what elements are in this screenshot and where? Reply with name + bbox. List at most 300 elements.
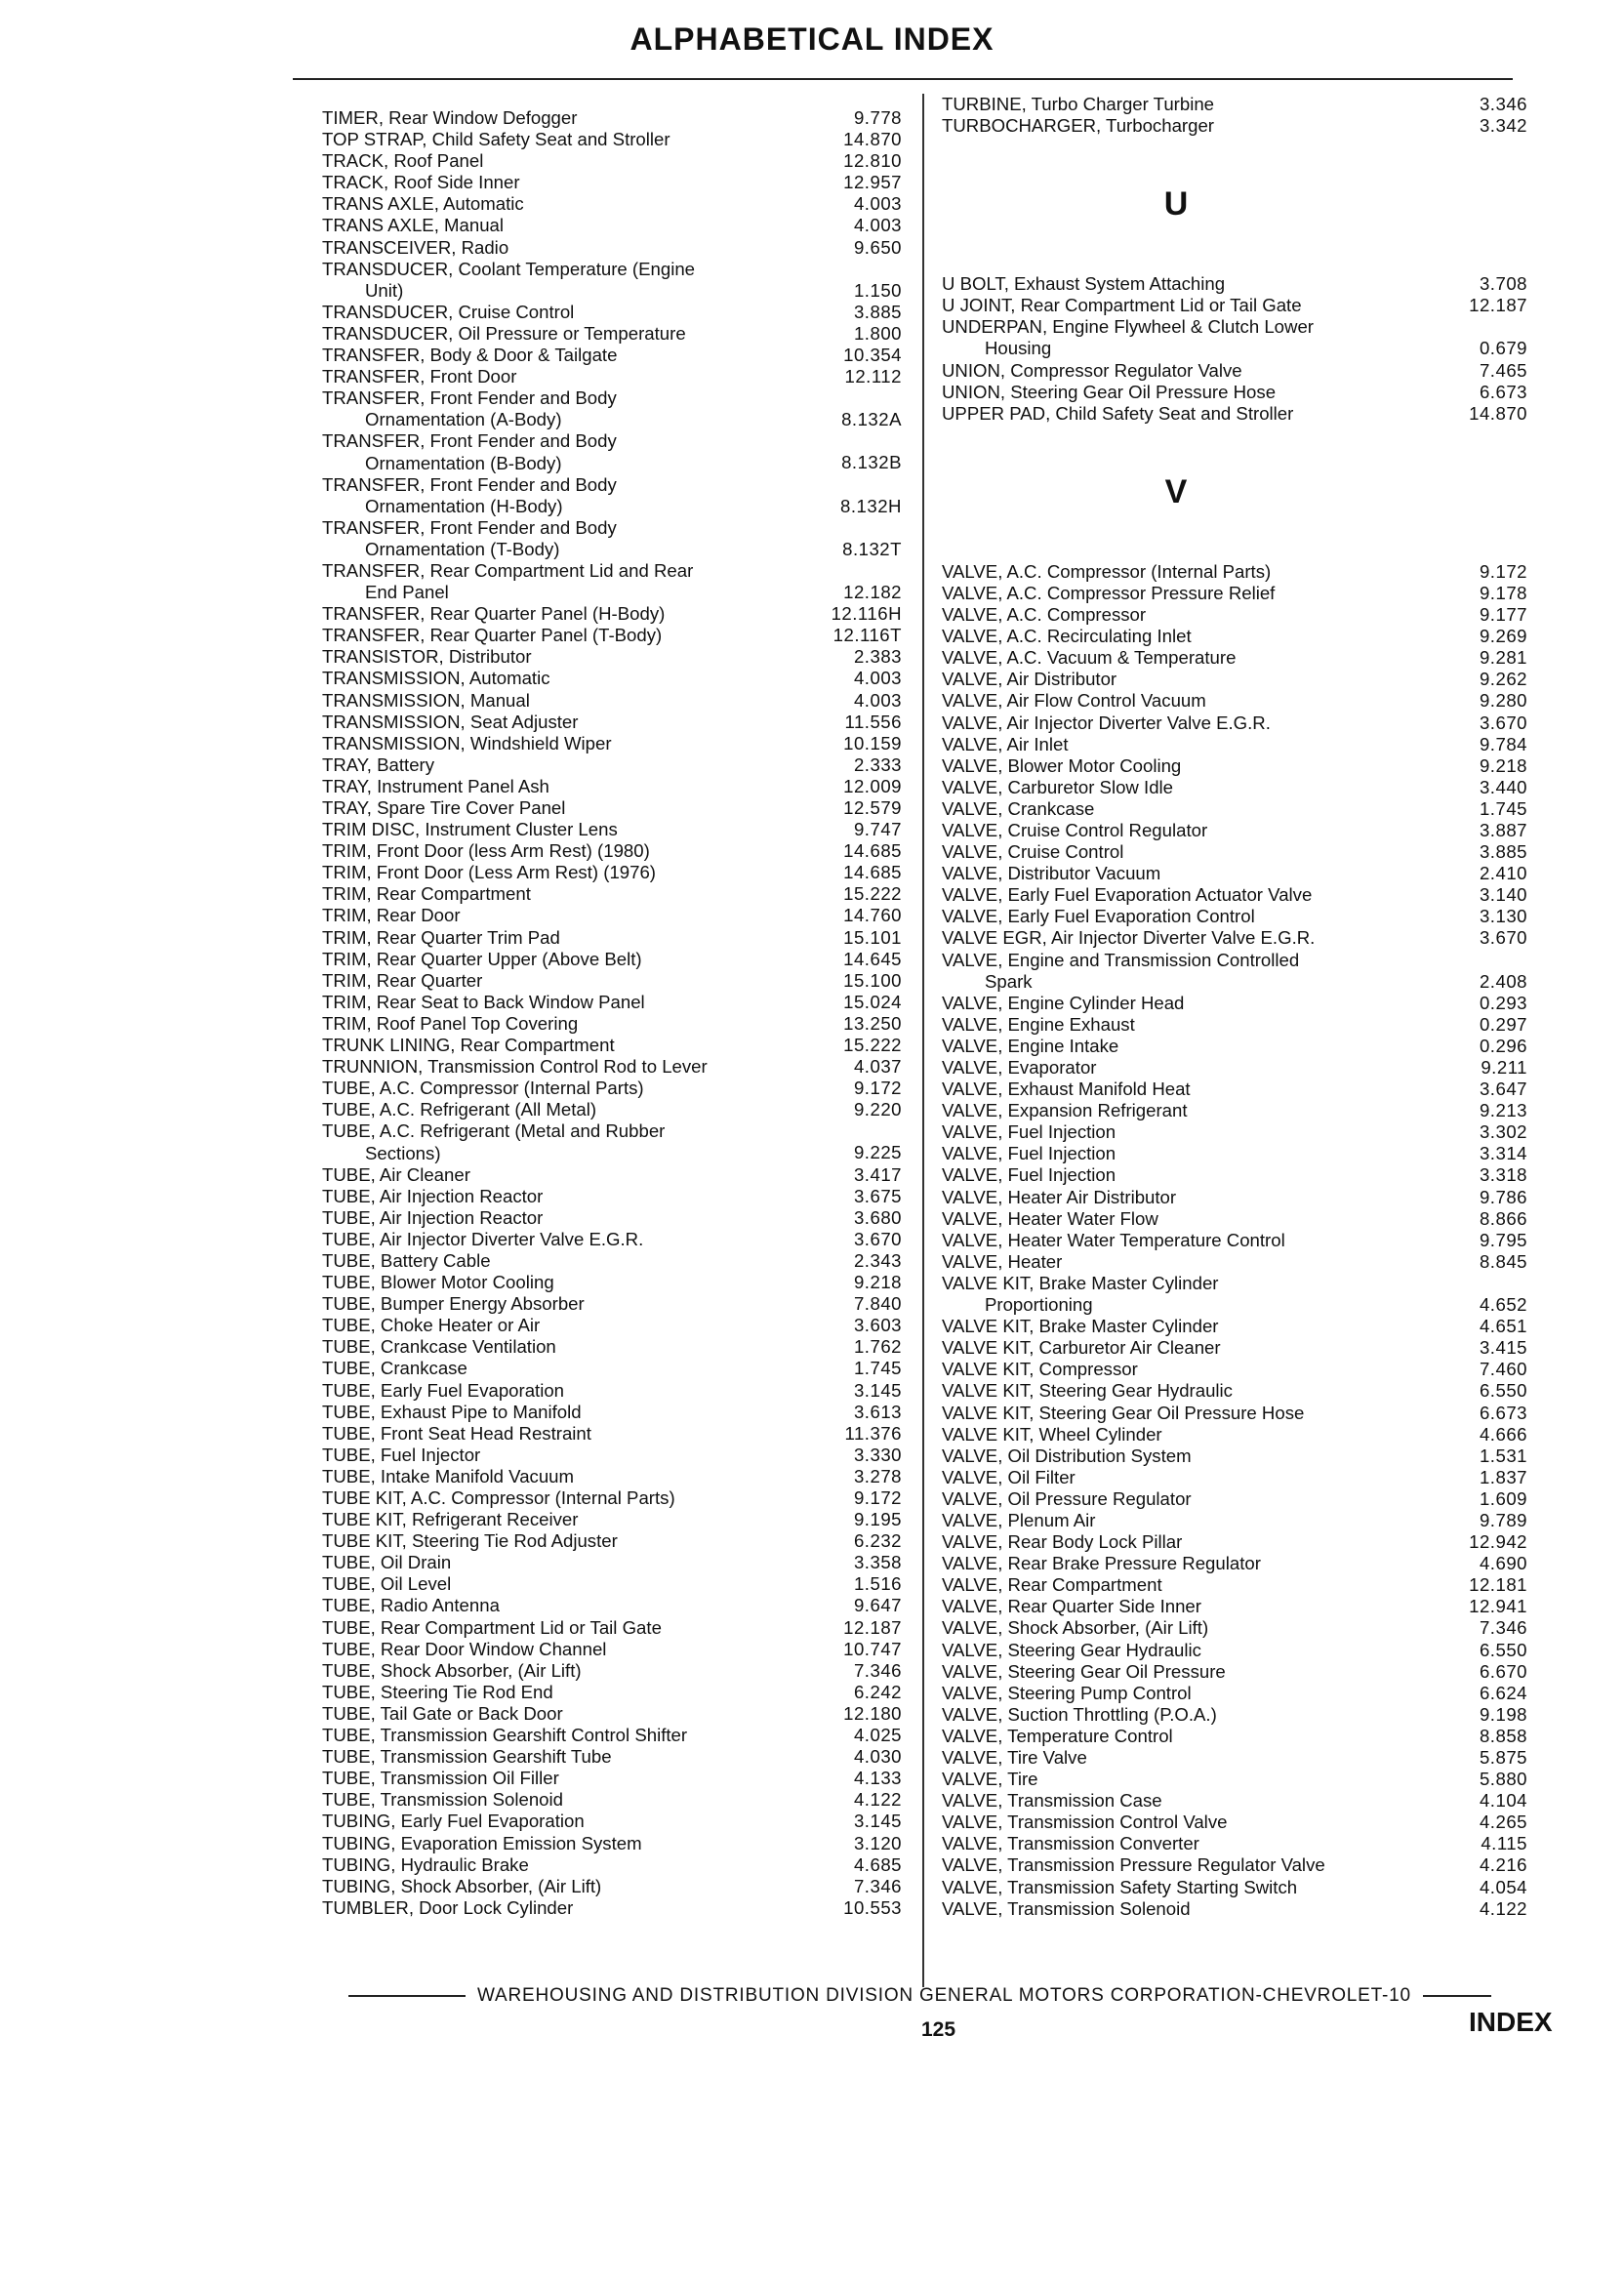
entry-label: VALVE, Air Flow Control Vacuum: [942, 690, 1206, 712]
entry-text: [942, 1574, 1410, 1596]
entry-text: [942, 1403, 1410, 1424]
index-entry: [322, 1487, 903, 1509]
entry-text: [322, 1573, 812, 1595]
entry-label: VALVE, Cruise Control Regulator: [942, 819, 1208, 840]
entry-text: [322, 1595, 812, 1616]
entry-text: [322, 1336, 812, 1358]
index-entry: [942, 1704, 1527, 1726]
entry-label: VALVE EGR, Air Injector Diverter Valve E.G.R.: [942, 927, 1316, 949]
entry-page: 14.870: [843, 129, 902, 150]
entry-label: VALVE, Rear Brake Pressure Regulator: [942, 1553, 1261, 1574]
entry-text: [322, 1293, 812, 1315]
entry-page: 9.172: [853, 1487, 902, 1508]
entry-page: 11.376: [844, 1422, 902, 1444]
index-entry: [322, 1229, 903, 1250]
entry-label: TUBE, Radio Antenna: [322, 1595, 500, 1616]
entry-label: TRANSFER, Front Door: [322, 366, 517, 387]
index-entry: [942, 1445, 1527, 1467]
entry-page: 6.624: [1479, 1682, 1527, 1703]
entry-text: [322, 690, 812, 712]
entry-text: [322, 1530, 812, 1552]
entry-page: 12.187: [1469, 295, 1527, 316]
index-entry: [322, 668, 903, 689]
index-entry: [322, 430, 903, 473]
footer-rule-left: [348, 1995, 466, 1997]
entry-page: 9.647: [853, 1595, 902, 1616]
entry-page: 10.747: [843, 1638, 902, 1659]
entry-page: 14.760: [843, 905, 902, 926]
index-entry: [322, 1746, 903, 1768]
entry-text: [322, 1833, 812, 1854]
entry-label: VALVE, Fuel Injection: [942, 1143, 1116, 1164]
entry-text: [942, 1143, 1410, 1164]
entry-text: [322, 1164, 812, 1186]
entry-text: [942, 1057, 1410, 1079]
index-entry: [322, 517, 903, 560]
entry-label-continued: Sections): [365, 1142, 441, 1163]
entry-text: [322, 1380, 812, 1402]
index-entry: [322, 1530, 903, 1552]
entry-text: [942, 755, 1410, 777]
entry-text: [942, 1488, 1410, 1510]
entry-text: [322, 1250, 812, 1272]
entry-label: TUBE, Rear Door Window Channel: [322, 1638, 607, 1659]
entry-label: VALVE, Carburetor Slow Idle: [942, 776, 1174, 797]
entry-label-continued: Unit): [365, 279, 404, 301]
entry-text: [942, 1812, 1410, 1833]
index-entry: [322, 1402, 903, 1423]
entry-page: 9.269: [1479, 626, 1527, 647]
index-entry: [322, 323, 903, 345]
index-entry: [322, 797, 903, 819]
index-entry: [322, 862, 903, 883]
index-entry: [322, 1120, 903, 1163]
entry-page: 3.278: [853, 1465, 902, 1486]
entry-text: [322, 1056, 812, 1078]
entry-label: TRANSFER, Rear Quarter Panel (H-Body): [322, 603, 666, 625]
entry-page: 15.100: [843, 969, 902, 991]
entry-page: 3.145: [853, 1379, 902, 1401]
entry-label: VALVE, A.C. Compressor (Internal Parts): [942, 560, 1272, 582]
entry-page: 3.887: [1479, 819, 1527, 840]
entry-label: VALVE, Transmission Converter: [942, 1833, 1199, 1854]
entry-page: 10.354: [843, 345, 902, 366]
entry-label: TUBE, Crankcase Ventilation: [322, 1336, 556, 1358]
entry-text: [322, 862, 812, 883]
letter-heading-v: V: [1164, 472, 1188, 510]
entry-page: 1.762: [853, 1336, 902, 1358]
index-entry: [942, 1510, 1527, 1531]
entry-text: [942, 1596, 1410, 1617]
entry-page: 7.460: [1479, 1359, 1527, 1380]
entry-text: [942, 863, 1410, 884]
entry-label: TUBE, A.C. Refrigerant (Metal and Rubber: [322, 1120, 666, 1142]
entry-text: [942, 1208, 1410, 1230]
index-entry: [942, 647, 1527, 669]
entry-label: VALVE, Tire: [942, 1769, 1038, 1790]
entry-label: TRANSFER, Front Fender and Body: [322, 516, 617, 538]
entry-label: TRIM, Rear Compartment: [322, 883, 531, 905]
entry-label: TUBE, Air Injection Reactor: [322, 1185, 544, 1206]
index-entry: [942, 884, 1527, 906]
entry-label: TUBE KIT, Refrigerant Receiver: [322, 1509, 579, 1530]
left-column: [322, 107, 903, 1919]
entry-label: VALVE, Expansion Refrigerant: [942, 1100, 1188, 1121]
entry-page: 4.003: [853, 668, 902, 689]
entry-label: VALVE, Tire Valve: [942, 1747, 1087, 1768]
entry-label: TRANSCEIVER, Radio: [322, 236, 509, 258]
entry-text: [322, 712, 812, 733]
index-entry: [942, 712, 1527, 734]
entry-page: 8.132H: [840, 495, 902, 516]
entry-page: 12.112: [844, 366, 902, 387]
index-entry: [942, 1726, 1527, 1747]
entry-text: [942, 647, 1410, 669]
index-entry: [322, 603, 903, 625]
entry-page: 3.346: [1479, 94, 1527, 114]
entry-text: [942, 1769, 1410, 1790]
entry-text: [322, 646, 812, 668]
entry-label: UNION, Compressor Regulator Valve: [942, 359, 1242, 381]
entry-text: [942, 1445, 1410, 1467]
entry-text: [942, 669, 1410, 690]
entry-text: [322, 1725, 812, 1746]
index-entry: [322, 1466, 903, 1487]
index-entry: [322, 1573, 903, 1595]
entry-page: 0.679: [1479, 338, 1527, 359]
entry-page: 3.342: [1479, 115, 1527, 137]
entry-label: VALVE, Heater Water Temperature Control: [942, 1229, 1285, 1250]
entry-label: VALVE, Crankcase: [942, 797, 1095, 819]
index-entry: [322, 927, 903, 949]
index-entry: [322, 1682, 903, 1703]
entry-text: [322, 905, 812, 926]
entry-text: [942, 1661, 1410, 1683]
entry-text: [942, 712, 1410, 734]
index-entry: [322, 1789, 903, 1811]
index-entry: [942, 1424, 1527, 1445]
entry-page: 14.870: [1469, 402, 1527, 424]
entry-page: 9.262: [1479, 669, 1527, 690]
index-entry: [322, 1768, 903, 1789]
index-entry: [322, 345, 903, 366]
entry-label: TUBE KIT, Steering Tie Rod Adjuster: [322, 1530, 618, 1552]
index-entry: [942, 273, 1527, 295]
entry-label: TRAY, Spare Tire Cover Panel: [322, 797, 566, 818]
index-entry: [322, 1854, 903, 1876]
entry-label: TRANSDUCER, Coolant Temperature (Engine: [322, 258, 696, 279]
entry-text: [942, 1014, 1410, 1036]
index-entry: [942, 403, 1527, 425]
entry-text: [942, 1121, 1410, 1143]
entry-label: VALVE, Rear Compartment: [942, 1574, 1162, 1596]
entry-label: VALVE, Exhaust Manifold Heat: [942, 1079, 1191, 1100]
entry-text: [322, 1186, 812, 1207]
entry-text: [322, 1789, 812, 1811]
index-entry: [322, 1186, 903, 1207]
entry-page: 9.172: [853, 1078, 902, 1099]
entry-label: VALVE KIT, Steering Gear Hydraulic: [942, 1380, 1233, 1402]
entry-label: TUBE, Fuel Injector: [322, 1444, 481, 1465]
entry-page: 3.675: [853, 1185, 902, 1206]
entry-text: [942, 950, 1410, 993]
entry-page: 8.132A: [841, 409, 902, 430]
entry-page: 9.778: [853, 107, 902, 128]
entry-label: VALVE, Heater Water Flow: [942, 1207, 1158, 1229]
entry-label: TUBING, Early Fuel Evaporation: [322, 1811, 585, 1832]
index-entry: [322, 1035, 903, 1056]
index-entry: [942, 798, 1527, 820]
entry-label: UNDERPAN, Engine Flywheel & Clutch Lower: [942, 316, 1314, 338]
entry-page: 3.145: [853, 1811, 902, 1832]
entry-label: TRANSMISSION, Seat Adjuster: [322, 711, 579, 732]
index-entry: [942, 1273, 1527, 1316]
entry-text: [322, 603, 812, 625]
entry-label: TRIM, Front Door (Less Arm Rest) (1976): [322, 862, 656, 883]
entry-label: TRACK, Roof Side Inner: [322, 172, 520, 193]
entry-text: [322, 1272, 812, 1293]
entry-label: TRIM, Rear Quarter Upper (Above Belt): [322, 948, 642, 969]
index-entry: [942, 1574, 1527, 1596]
index-entry: [942, 1531, 1527, 1553]
entry-label: TUBE, Front Seat Head Restraint: [322, 1422, 591, 1444]
index-entry: [942, 1036, 1527, 1057]
entry-label: VALVE KIT, Carburetor Air Cleaner: [942, 1337, 1221, 1359]
index-entry: [322, 905, 903, 926]
entry-page: 9.650: [853, 236, 902, 258]
index-entry: [322, 1509, 903, 1530]
entry-text: [942, 583, 1410, 604]
entry-label: TRANSFER, Rear Compartment Lid and Rear: [322, 559, 694, 581]
entry-page: 15.101: [843, 926, 902, 948]
entry-page: 1.745: [853, 1358, 902, 1379]
entry-label: TUBE, Oil Drain: [322, 1552, 452, 1573]
entry-page: 12.009: [843, 775, 902, 796]
index-entry: [322, 1833, 903, 1854]
entry-text: [322, 560, 812, 603]
entry-text: [942, 1898, 1410, 1920]
entry-label: TRANSMISSION, Automatic: [322, 668, 550, 689]
entry-page: 8.845: [1479, 1250, 1527, 1272]
entry-page: 8.858: [1479, 1725, 1527, 1746]
entry-label: TRANSDUCER, Oil Pressure or Temperature: [322, 322, 686, 344]
entry-page: 0.297: [1479, 1013, 1527, 1035]
index-entry: [322, 840, 903, 862]
entry-page: 3.708: [1479, 273, 1527, 295]
entry-page: 1.609: [1479, 1487, 1527, 1509]
index-entry: [942, 360, 1527, 382]
entry-label: TRANSFER, Front Fender and Body: [322, 430, 617, 452]
entry-page: 11.556: [844, 711, 902, 732]
entry-text: [942, 927, 1410, 949]
entry-label: TUBE, Air Injector Diverter Valve E.G.R.: [322, 1228, 644, 1249]
entry-label: VALVE, Steering Gear Hydraulic: [942, 1639, 1201, 1660]
entry-label: VALVE, Suction Throttling (P.O.A.): [942, 1703, 1217, 1725]
index-entry: [942, 1079, 1527, 1100]
entry-label: TRANSFER, Front Fender and Body: [322, 387, 617, 409]
entry-label: VALVE, Transmission Solenoid: [942, 1897, 1191, 1919]
index-entry: [322, 1293, 903, 1315]
entry-page: 12.957: [843, 172, 902, 193]
index-entry: [322, 776, 903, 797]
entry-label: TUBE, Air Injection Reactor: [322, 1206, 544, 1228]
entry-text: [322, 215, 812, 236]
entry-text: [942, 604, 1410, 626]
index-entry: [942, 1854, 1527, 1876]
entry-page: 3.670: [1479, 927, 1527, 949]
index-entry: [942, 1683, 1527, 1704]
entry-page: 6.673: [1479, 381, 1527, 402]
entry-text: [322, 1402, 812, 1423]
entry-label: VALVE, Heater: [942, 1250, 1063, 1272]
entry-text: [322, 1207, 812, 1229]
entry-label: TUBING, Hydraulic Brake: [322, 1853, 529, 1875]
entry-text: [942, 1877, 1410, 1898]
entry-label-continued: Housing: [985, 338, 1052, 359]
index-entry: [942, 626, 1527, 647]
entry-text: [322, 323, 812, 345]
index-entry: [322, 107, 903, 129]
entry-label: TUBE, Oil Level: [322, 1573, 452, 1595]
index-entry: [942, 1230, 1527, 1251]
entry-text: [322, 474, 812, 517]
entry-text: [322, 776, 812, 797]
entry-text: [942, 1617, 1410, 1639]
index-entry: [322, 883, 903, 905]
entry-label: TIMER, Rear Window Defogger: [322, 107, 578, 128]
entry-text: [942, 734, 1410, 755]
entry-label: TURBOCHARGER, Turbocharger: [942, 115, 1214, 137]
index-entry: [942, 561, 1527, 583]
entry-text: [322, 733, 812, 754]
entry-label-continued: Proportioning: [985, 1294, 1093, 1316]
entry-label: VALVE, Engine Cylinder Head: [942, 992, 1185, 1013]
entry-label: TRANSMISSION, Windshield Wiper: [322, 732, 612, 753]
index-entry: [322, 1703, 903, 1725]
entry-page: 0.296: [1479, 1035, 1527, 1056]
entry-label-continued: Ornamentation (A-Body): [365, 409, 562, 430]
entry-label: VALVE, Engine and Transmission Controlled: [942, 949, 1300, 970]
index-entry: [322, 560, 903, 603]
entry-text: [942, 1424, 1410, 1445]
entry-text: [322, 1682, 812, 1703]
entry-page: 2.408: [1479, 970, 1527, 992]
entry-page: 9.280: [1479, 690, 1527, 712]
entry-label: TUBE, Shock Absorber, (Air Lift): [322, 1659, 582, 1681]
entry-label: TUBING, Shock Absorber, (Air Lift): [322, 1875, 602, 1896]
entry-page: 5.880: [1479, 1769, 1527, 1790]
entry-page: 3.885: [853, 301, 902, 322]
entry-text: [942, 1854, 1410, 1876]
entry-label-continued: Spark: [985, 970, 1033, 992]
entry-text: [942, 884, 1410, 906]
entry-page: 4.037: [853, 1056, 902, 1078]
entry-text: [322, 1315, 812, 1336]
index-entry: [942, 115, 1527, 137]
entry-label: VALVE, Air Distributor: [942, 669, 1117, 690]
entry-text: [322, 1509, 812, 1530]
index-entry: [322, 1552, 903, 1573]
entry-label: VALVE, Transmission Pressure Regulator Valve: [942, 1854, 1325, 1876]
page-title: ALPHABETICAL INDEX: [629, 21, 995, 57]
entry-text: [942, 1187, 1410, 1208]
index-entry: [942, 1251, 1527, 1273]
entry-page: 6.670: [1479, 1660, 1527, 1682]
entry-page: 9.172: [1479, 560, 1527, 582]
entry-text: [942, 906, 1410, 927]
index-entry: [942, 1898, 1527, 1920]
entry-page: 1.531: [1479, 1445, 1527, 1466]
index-entry: [322, 1358, 903, 1379]
index-entry: [322, 1660, 903, 1682]
entry-label: VALVE, Oil Pressure Regulator: [942, 1487, 1192, 1509]
entry-page: 4.003: [853, 193, 902, 215]
entry-text: [322, 345, 812, 366]
entry-label: TUBE, Transmission Gearshift Control Shifter: [322, 1725, 688, 1746]
entry-label: TUBE, Tail Gate or Back Door: [322, 1702, 563, 1724]
entry-page: 4.690: [1479, 1553, 1527, 1574]
entry-page: 14.685: [843, 840, 902, 862]
entry-page: 9.218: [1479, 754, 1527, 776]
entry-page: 15.222: [843, 1035, 902, 1056]
index-entry: [942, 316, 1527, 359]
index-entry: [322, 172, 903, 193]
entry-page: 4.122: [1479, 1897, 1527, 1919]
entry-page: 1.516: [853, 1573, 902, 1595]
entry-label: TOP STRAP, Child Safety Seat and Stroller: [322, 129, 670, 150]
entry-page: 4.054: [1479, 1876, 1527, 1897]
entry-label: VALVE, Shock Absorber, (Air Lift): [942, 1617, 1209, 1639]
entry-text: [322, 172, 812, 193]
entry-text: [942, 1467, 1410, 1488]
entry-page: 6.232: [853, 1530, 902, 1552]
index-entry: [322, 1272, 903, 1293]
entry-page: 9.218: [853, 1272, 902, 1293]
entry-label: UNION, Steering Gear Oil Pressure Hose: [942, 381, 1277, 402]
index-entry: [322, 474, 903, 517]
index-entry: [322, 733, 903, 754]
entry-text: [942, 1079, 1410, 1100]
entry-page: 7.346: [853, 1659, 902, 1681]
entry-text: [322, 992, 812, 1013]
index-entry: [322, 1164, 903, 1186]
entry-page: 10.159: [843, 732, 902, 753]
index-entry: [322, 237, 903, 259]
index-entry: [942, 94, 1527, 115]
entry-label-continued: Ornamentation (B-Body): [365, 452, 562, 473]
entry-text: [322, 1035, 812, 1056]
index-entry: [322, 1056, 903, 1078]
entry-page: 3.330: [853, 1444, 902, 1465]
index-entry: [322, 949, 903, 970]
entry-text: [322, 668, 812, 689]
entry-label: VALVE, Engine Intake: [942, 1035, 1119, 1056]
index-entry: [322, 259, 903, 302]
entry-label-continued: Ornamentation (T-Body): [365, 538, 560, 559]
index-entry: [942, 863, 1527, 884]
index-entry: [942, 1359, 1527, 1380]
entry-label: TRANSFER, Rear Quarter Panel (T-Body): [322, 625, 663, 646]
index-entry: [322, 1445, 903, 1466]
entry-label: TUBE, Air Cleaner: [322, 1163, 470, 1185]
entry-text: [942, 777, 1410, 798]
entry-page: 3.603: [853, 1315, 902, 1336]
index-entry: [322, 1013, 903, 1035]
entry-text: [942, 1230, 1410, 1251]
entry-label: U BOLT, Exhaust System Attaching: [942, 273, 1226, 295]
entry-text: [322, 1099, 812, 1120]
index-entry: [322, 992, 903, 1013]
